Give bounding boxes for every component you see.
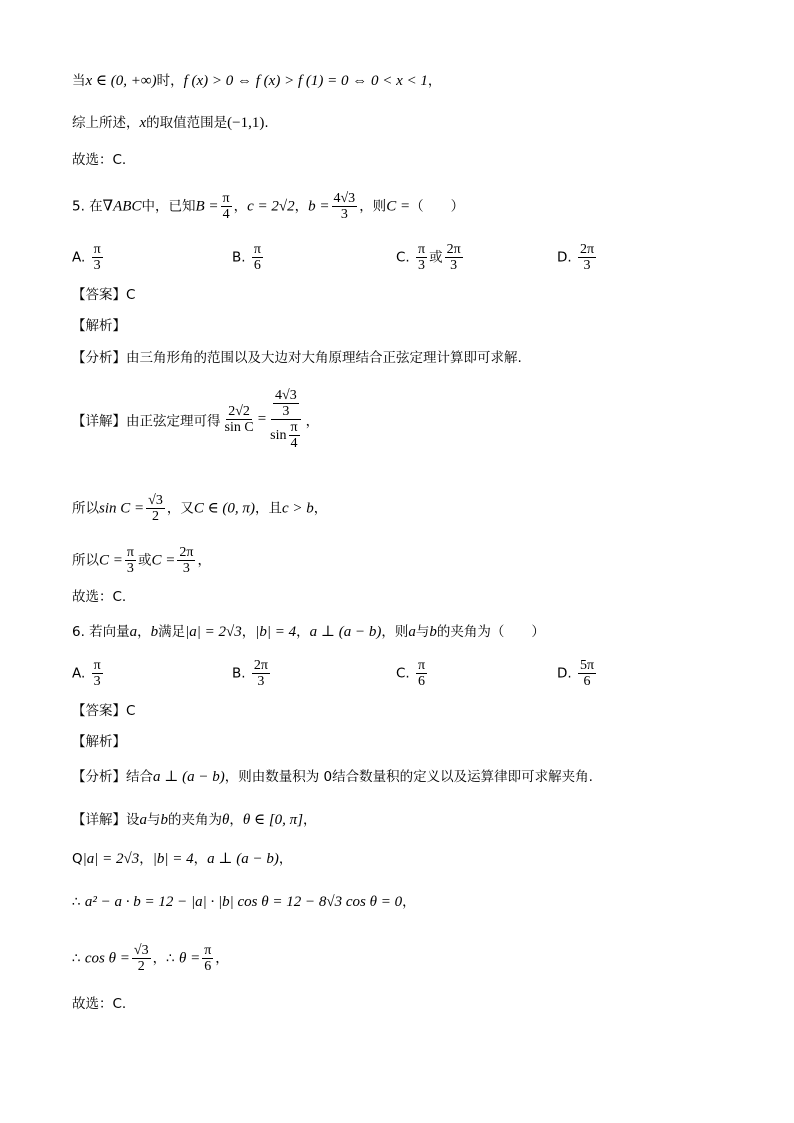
q5-option-a: A. $\frac{\pi}{3}$ [72, 242, 101, 273]
fraction: $\frac{4√3}{3}$ [333, 191, 356, 222]
q5-fenxi: 【分析】由三角形角的范围以及大边对大角原理结合正弦定理计算即可求解. [72, 350, 522, 366]
line-summary: 综上所述，x的取值范围是(−1,1). [72, 115, 269, 131]
q6-answer: 【答案】C [72, 703, 136, 719]
q5-step-2: 所以C = $\frac{\pi}{3}$ 或C = $\frac{2\pi}{3}$ ， [72, 545, 211, 576]
q6-line-2: ∴ a² − a · b = 12 − |a| · |b| cos θ = 12 − 8√3 cos θ = 0， [72, 894, 416, 910]
line-condition: 当x ∈ (0, +∞)时，f (x) > 0 ⇔ f (x) > f (1) = 0 ⇔ 0 < x < 1， [72, 73, 442, 89]
q6-line-3: ∴ cos θ = $\frac{√3}{2}$ ，∴ θ = $\frac{\pi}{6}$ ， [72, 943, 229, 974]
q6-option-b: B. $\frac{2\pi}{3}$ [232, 658, 268, 689]
q6-analysis-tag: 【解析】 [72, 734, 126, 750]
q6-fenxi: 【分析】结合a ⊥ (a − b)，则由数量积为 0结合数量积的定义以及运算律即可求解夹角. [72, 769, 593, 785]
q6-end: 故选：C. [72, 996, 127, 1012]
question-6: 6. 若向量a，b满足|a| = 2√3，|b| = 4，a ⊥ (a − b)，则a与b的夹角为（ ） [72, 624, 545, 640]
q5-option-c: C. $\frac{\pi}{3}$ 或 $\frac{2\pi}{3}$ [396, 242, 461, 273]
q5-option-b: B. $\frac{\pi}{6}$ [232, 242, 261, 273]
q6-option-d: D. $\frac{5\pi}{6}$ [557, 658, 595, 689]
q6-option-c: C. $\frac{\pi}{6}$ [396, 658, 426, 689]
q5-option-d: D. $\frac{2\pi}{3}$ [557, 242, 595, 273]
q5-answer: 【答案】C [72, 287, 136, 303]
q5-end: 故选：C. [72, 589, 127, 605]
q5-step-1: 所以sin C = $\frac{√3}{2}$ ，又C ∈ (0, π)，且c > b， [72, 493, 328, 524]
question-5: 5. 在∇ABC中，已知B = $\frac{\pi}{4}$ ，c = 2√2，b = $\frac{4√3}{3}$ ，则C =（ ） [72, 191, 465, 222]
q5-analysis-tag: 【解析】 [72, 318, 126, 334]
line-choice: 故选：C. [72, 152, 127, 168]
fraction: $\frac{\pi}{4}$ [222, 191, 230, 222]
q5-detail: 【详解】由正弦定理可得 $\frac{2√2}{\text{sin C}}$ = 4√3 3 sin $\frac{\pi}{4}$ ， [72, 388, 320, 451]
q6-option-a: A. $\frac{\pi}{3}$ [72, 658, 101, 689]
q6-line-1: Q|a| = 2√3，|b| = 4，a ⊥ (a − b)， [72, 851, 293, 867]
q6-detail: 【详解】设a与b的夹角为θ，θ ∈ [0, π]， [72, 812, 317, 828]
